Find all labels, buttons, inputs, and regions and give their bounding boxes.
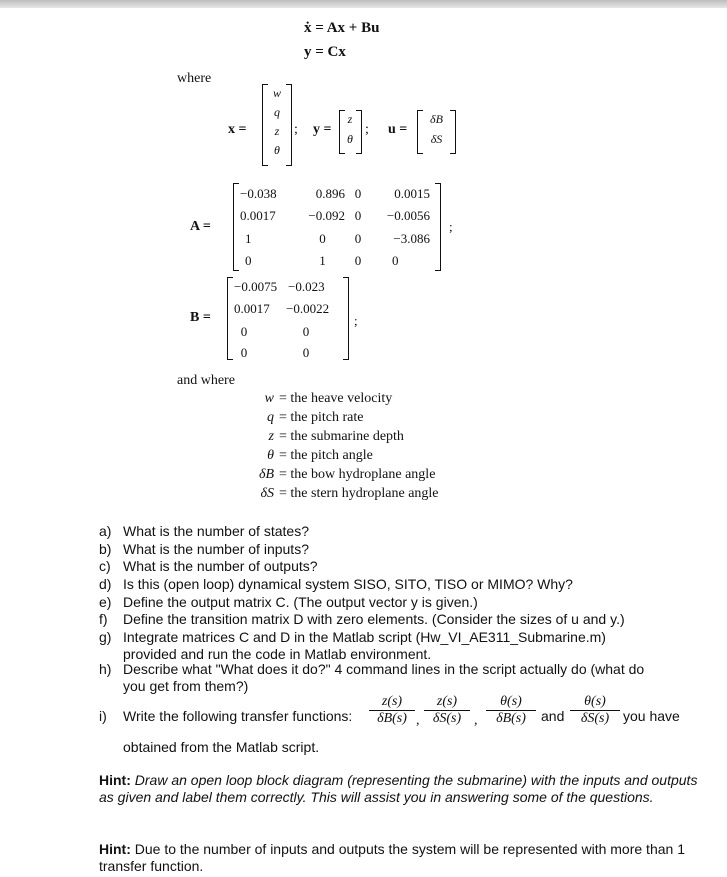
matrix-b-cell: 0 [240,345,248,360]
question-label: a) [99,523,112,539]
question-label: d) [99,576,112,592]
question-text: Define the transition matrix D with zero elements. (Consider the sizes of u and y.) [123,611,625,627]
tf-numerator: θ(s) [570,694,620,711]
x-entry: z [274,124,280,138]
output-equation: y = Cx [304,44,346,60]
question-label: b) [99,541,112,557]
question-text: you get from them?) [123,678,249,694]
transfer-function [486,694,536,727]
question-text: What is the number of inputs? [123,541,309,557]
x-entry: w [272,86,281,100]
matrix-b-cell: −0.0022 [286,301,330,316]
question-label: i) [99,708,107,724]
matrix-a-bracket-left [233,183,239,271]
separator: ; [365,122,369,137]
matrix-b-cell: 0 [302,345,310,360]
tf-denominator: δB(s) [377,711,407,726]
definition-text: = the bow hydroplane angle [279,467,436,482]
matrix-b-bracket-right [343,277,349,360]
tf-comma: , [474,713,478,728]
question-label: c) [99,558,111,574]
question-label: h) [99,661,112,677]
x-entry: θ [274,143,280,157]
hint-text: Due to the number of inputs and outputs the system will be represented with more than 1 transfer function. [99,841,685,874]
y-entry: θ [347,132,353,146]
matrix-a-cell: −3.086 [393,231,430,246]
y-vector-label: y = [313,122,332,137]
transfer-function [424,694,470,727]
matrix-a-cell: −0.038 [240,186,277,201]
matrix-b-bracket-left [227,277,233,360]
tf-numerator: θ(s) [486,694,536,711]
matrix-a-cell: 0 [392,253,399,268]
question-text: Integrate matrices C and D in the Matlab script (Hw_VI_AE311_Submarine.m) [123,629,606,645]
hint-text: Draw an open loop block diagram (representing the submarine) with the inputs and outputs as given and label them correctly. This will assist you in answering some of the questions. [99,772,698,805]
matrix-a-cell: 0 [319,231,326,246]
definition-text: = the heave velocity [279,391,393,406]
tf-denominator: δB(s) [496,711,526,726]
matrix-b-cell: −0.023 [288,279,325,294]
matrix-b-label: B = [190,310,211,325]
matrix-a-cell: 0 [245,253,252,268]
u-vector-label: u = [388,122,408,137]
matrix-a-cell: 0.0015 [394,186,430,201]
question-label: f) [99,611,108,627]
separator: ; [294,122,298,137]
tf-denominator: δS(s) [432,711,462,726]
matrix-a-cell: 0.896 [315,186,345,201]
tf-denominator: δS(s) [580,711,610,726]
top-window-edge [0,0,727,8]
where-label: where [177,71,212,86]
definition-symbol: θ [267,448,274,463]
matrix-b-cell: 0 [240,324,248,339]
u-entry: δB [430,112,443,126]
state-equation: ẋ = Ax + Bu [304,20,380,36]
matrix-b-cell: −0.0075 [234,279,278,294]
hint-label: Hint: [99,772,131,788]
transfer-function [369,694,415,727]
definition-symbol: w [264,391,274,406]
question-label: e) [99,594,112,610]
y-bracket-right [356,110,362,154]
hint-2 [99,841,699,875]
matrix-b-trail: ; [354,313,358,328]
y-entry: z [347,112,353,126]
question-text: provided and run the code in Matlab environment. [123,646,432,662]
definition-symbol: q [267,410,274,425]
definition-symbol: δB [258,467,274,482]
transfer-function [570,694,620,727]
x-entry: q [274,105,280,119]
matrix-a-trail: ; [449,219,453,234]
definition-text: = the pitch rate [279,410,364,425]
matrix-a-cell: 0.0017 [240,208,276,223]
question-text: What is the number of outputs? [123,558,318,574]
question-i-line2: obtained from the Matlab script. [123,739,320,755]
question-label: g) [99,629,112,645]
u-entry: δS [430,132,443,146]
x-bracket-right [286,84,292,166]
definition-symbol: δS [260,486,274,501]
matrix-a-cell: 0 [354,231,362,246]
hint-label: Hint: [99,841,131,857]
tf-numerator: z(s) [424,694,470,711]
matrix-a-cell: 0 [354,208,362,223]
definition-text: = the stern hydroplane angle [279,486,439,501]
matrix-a-cell: 0 [354,186,362,201]
definition-text: = the pitch angle [279,448,373,463]
matrix-a-cell: 0 [354,253,362,268]
question-text: Define the output matrix C. (The output vector y is given.) [123,594,478,610]
question-text: What is the number of states? [123,523,309,539]
question-i-lead: Write the following transfer functions: [123,708,353,724]
u-bracket-right [450,110,456,154]
question-text: Is this (open loop) dynamical system SISO, SITO, TISO or MIMO? Why? [123,576,573,592]
question-i-tail: you have [623,708,680,724]
definition-text: = the submarine depth [279,429,404,444]
hint-1 [99,772,699,806]
question-text: Describe what "What does it do?" 4 command lines in the script actually do (what do [123,661,645,677]
matrix-a-label: A = [190,219,211,234]
x-vector-label: x = [228,122,247,137]
matrix-a-cell: 1 [245,231,252,246]
tf-comma: , [416,713,420,728]
matrix-b-cell: 0.0017 [234,301,270,316]
tf-and: and [541,708,565,724]
matrix-a-cell: −0.092 [308,208,345,223]
matrix-a-cell: 1 [319,253,326,268]
matrix-a-cell: −0.0056 [386,208,430,223]
tf-numerator: z(s) [369,694,415,711]
definition-symbol: z [268,429,274,444]
and-where-label: and where [177,373,235,388]
matrix-b-cell: 0 [302,324,310,339]
